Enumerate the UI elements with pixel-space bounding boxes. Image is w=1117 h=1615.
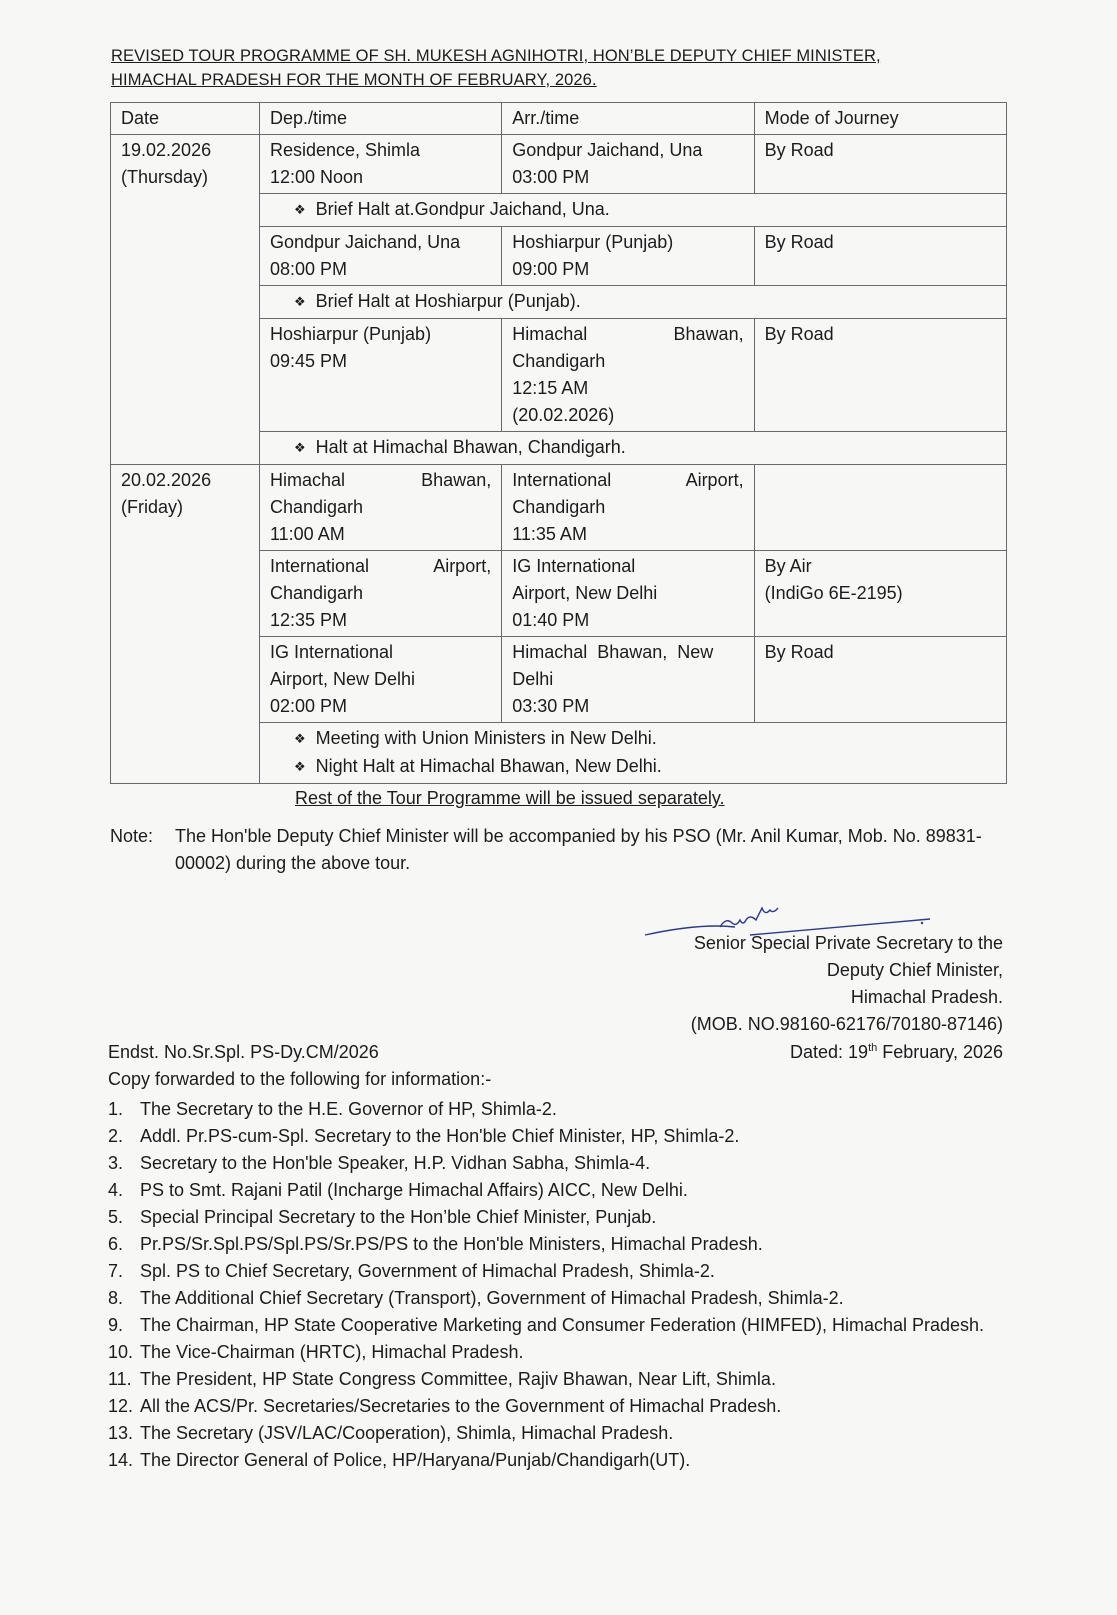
list-item <box>108 1150 1006 1177</box>
item-text: The Secretary to the H.E. Governor of HP, Shimla-2. <box>140 1099 557 1119</box>
arrival-word: International <box>512 470 612 490</box>
list-item <box>108 1447 1006 1474</box>
departure-cell <box>259 465 501 551</box>
halt-cell <box>259 194 1006 227</box>
arrival-place-line <box>512 321 743 348</box>
departure-place-line <box>270 553 491 580</box>
arrival-cell <box>502 135 754 194</box>
item-text: Addl. Pr.PS-cum-Spl. Secretary to the Hon'ble Chief Minister, HP, Shimla-2. <box>140 1126 740 1146</box>
departure-place-line <box>270 467 491 494</box>
departure-word: Himachal <box>269 470 346 490</box>
arrival-word: Airport, <box>685 470 744 490</box>
arrival-place: Airport, New Delhi <box>512 583 658 603</box>
diamond-dots-bullet-icon: ❖ <box>293 731 306 746</box>
item-number: 14. <box>108 1450 134 1470</box>
mode: By Road <box>764 642 834 662</box>
date-superscript: th <box>868 1042 878 1054</box>
list-item <box>108 1420 1006 1447</box>
item-text: Secretary to the Hon'ble Speaker, H.P. Vidhan Sabha, Shimla-4. <box>140 1153 651 1173</box>
arrival-time: 11:35 AM <box>512 524 587 544</box>
diamond-dots-bullet-icon: ❖ <box>293 294 306 309</box>
header-arrival: Arr./time <box>502 103 754 135</box>
weekday: (Thursday) <box>121 167 209 187</box>
item-text: Spl. PS to Chief Secretary, Government of Himachal Pradesh, Shimla-2. <box>140 1261 715 1281</box>
item-text: PS to Smt. Rajani Patil (Incharge Himachal Affairs) AICC, New Delhi. <box>140 1180 688 1200</box>
mode: By Road <box>764 324 834 344</box>
list-item <box>108 1096 1006 1123</box>
list-item <box>108 1285 1006 1312</box>
item-number: 2. <box>108 1126 124 1146</box>
mode-cell <box>754 465 1006 551</box>
item-text: All the ACS/Pr. Secretaries/Secretaries to the Government of Himachal Pradesh. <box>140 1396 782 1416</box>
arrival-date: (20.02.2026) <box>512 405 615 425</box>
arrival-cell <box>502 637 754 723</box>
copy-forwarded-heading: Copy forwarded to the following for information:- <box>108 1069 492 1089</box>
item-number: 4. <box>108 1180 124 1200</box>
halt-cell <box>259 432 1006 465</box>
arrival-place: Delhi <box>512 669 554 689</box>
departure-cell <box>259 319 501 432</box>
item-number: 13. <box>108 1423 134 1443</box>
mode: By Air <box>764 556 812 576</box>
departure-time: 09:45 PM <box>269 351 348 371</box>
arrival-place: Chandigarh <box>512 497 606 517</box>
date: 20.02.2026 <box>121 470 212 490</box>
halt-text: Halt at Himachal Bhawan, Chandigarh. <box>315 437 626 457</box>
item-number: 3. <box>108 1153 124 1173</box>
departure-time: 12:00 Noon <box>269 167 364 187</box>
departure-time: 12:35 PM <box>269 610 348 630</box>
item-number: 7. <box>108 1261 124 1281</box>
signatory-line: Himachal Pradesh. <box>850 987 1003 1007</box>
signatory-phone: (MOB. NO.98160-62176/70180-87146) <box>690 1014 1003 1034</box>
item-number: 6. <box>108 1234 124 1254</box>
arrival-place: Hoshiarpur (Punjab) <box>512 232 674 252</box>
endorsement-number: Endst. No.Sr.Spl. PS-Dy.CM/2026 <box>108 1042 379 1062</box>
departure-place: Gondpur Jaichand, Una <box>269 232 461 252</box>
departure-cell <box>259 135 501 194</box>
rest-of-programme-note: Rest of the Tour Programme will be issued separately. <box>295 788 725 808</box>
item-text: Special Principal Secretary to the Hon’ble Chief Minister, Punjab. <box>140 1207 657 1227</box>
item-number: 5. <box>108 1207 124 1227</box>
arrival-place-line <box>512 467 743 494</box>
arrival-time: 01:40 PM <box>512 610 590 630</box>
item-number: 10. <box>108 1342 134 1362</box>
date: 19.02.2026 <box>121 140 212 160</box>
list-item <box>108 1123 1006 1150</box>
arrival-cell <box>502 227 754 286</box>
arrival-cell <box>502 465 754 551</box>
title-line-2: HIMACHAL PRADESH FOR THE MONTH OF FEBRUARY, 2026. <box>111 71 597 89</box>
item-number: 12. <box>108 1396 134 1416</box>
item-text: The Chairman, HP State Cooperative Marketing and Consumer Federation (HIMFED), Himachal Pradesh. <box>140 1315 985 1335</box>
list-item <box>108 1231 1006 1258</box>
arrival-cell <box>502 551 754 637</box>
departure-place: IG International <box>269 642 394 662</box>
halt-text: Night Halt at Himachal Bhawan, New Delhi. <box>315 756 662 776</box>
title-line-1: REVISED TOUR PROGRAMME OF SH. MUKESH AGNIHOTRI, HON’BLE DEPUTY CHIEF MINISTER, <box>111 47 881 65</box>
diamond-dots-bullet-icon: ❖ <box>293 202 306 217</box>
departure-place: Airport, New Delhi <box>269 669 416 689</box>
item-text: The Secretary (JSV/LAC/Cooperation), Shimla, Himachal Pradesh. <box>140 1423 674 1443</box>
item-text: The Additional Chief Secretary (Transport), Government of Himachal Pradesh, Shimla-2. <box>140 1288 844 1308</box>
signatory-block <box>691 930 1003 1038</box>
endorsement-date <box>790 1042 1003 1063</box>
item-number: 9. <box>108 1315 124 1335</box>
arrival-time: 03:00 PM <box>512 167 590 187</box>
list-item <box>108 1366 1006 1393</box>
list-item <box>108 1177 1006 1204</box>
note-text: The Hon'ble Deputy Chief Minister will be accompanied by his PSO (Mr. Anil Kumar, Mob. No. 89831-00002) during the above tour. <box>175 826 982 873</box>
signatory-line: Deputy Chief Minister, <box>826 960 1003 980</box>
mode: By Road <box>764 232 834 252</box>
halt-text: Brief Halt at Hoshiarpur (Punjab). <box>315 291 581 311</box>
mode-cell <box>754 551 1006 637</box>
arrival-place: Chandigarh <box>512 351 606 371</box>
flight-number: (IndiGo 6E-2195) <box>764 583 903 603</box>
arrival-time: 12:15 AM <box>512 378 589 398</box>
arrival-time: 03:30 PM <box>512 696 590 716</box>
halt-text: Brief Halt at.Gondpur Jaichand, Una. <box>315 199 610 219</box>
departure-word: International <box>269 556 370 576</box>
table-row <box>111 465 1007 551</box>
document-title <box>111 44 1011 92</box>
arrival-word: Himachal <box>512 324 588 344</box>
note-label: Note: <box>110 826 154 846</box>
halt-cell <box>259 286 1006 319</box>
arrival-time: 09:00 PM <box>512 259 590 279</box>
header-departure: Dep./time <box>259 103 501 135</box>
departure-time: 02:00 PM <box>269 696 348 716</box>
mode: By Road <box>764 140 834 160</box>
departure-place: Residence, Shimla <box>269 140 421 160</box>
arrival-place: IG International <box>512 556 636 576</box>
list-item <box>108 1339 1006 1366</box>
departure-time: 11:00 AM <box>269 524 345 544</box>
date-cell-day1 <box>111 135 260 465</box>
halt-text: Meeting with Union Ministers in New Delhi. <box>315 728 657 748</box>
date-cell-day2 <box>111 465 260 784</box>
weekday: (Friday) <box>121 497 183 517</box>
note <box>110 823 1010 877</box>
arrival-word: Bhawan, <box>673 324 744 344</box>
signatory-line: Senior Special Private Secretary to the <box>693 933 1003 953</box>
header-mode: Mode of Journey <box>754 103 1006 135</box>
item-text: Pr.PS/Sr.Spl.PS/Spl.PS/Sr.PS/PS to the Hon'ble Ministers, Himachal Pradesh. <box>140 1234 763 1254</box>
list-item <box>108 1393 1006 1420</box>
table-header-row <box>111 103 1007 135</box>
departure-time: 08:00 PM <box>269 259 348 279</box>
list-item <box>108 1204 1006 1231</box>
date-suffix: February, 2026 <box>877 1042 1003 1062</box>
item-text: The President, HP State Congress Committee, Rajiv Bhawan, Near Lift, Shimla. <box>140 1369 776 1389</box>
table-row <box>111 135 1007 194</box>
departure-word: Airport, <box>433 556 492 576</box>
departure-place: Chandigarh <box>269 497 364 517</box>
tour-table <box>110 102 1007 784</box>
arrival-place: Himachal Bhawan, New <box>512 642 714 662</box>
halt-cell <box>259 723 1006 784</box>
departure-cell <box>259 551 501 637</box>
distribution-list <box>108 1096 1006 1474</box>
departure-cell <box>259 227 501 286</box>
list-item <box>108 1312 1006 1339</box>
mode-cell <box>754 319 1006 432</box>
arrival-cell <box>502 319 754 432</box>
diamond-dots-bullet-icon: ❖ <box>293 440 306 455</box>
diamond-dots-bullet-icon: ❖ <box>293 759 306 774</box>
item-number: 1. <box>108 1099 124 1119</box>
mode-cell <box>754 135 1006 194</box>
departure-cell <box>259 637 501 723</box>
item-text: The Director General of Police, HP/Haryana/Punjab/Chandigarh(UT). <box>140 1450 691 1470</box>
item-number: 11. <box>108 1369 132 1389</box>
mode-cell <box>754 227 1006 286</box>
departure-place: Hoshiarpur (Punjab) <box>269 324 432 344</box>
list-item <box>108 1258 1006 1285</box>
mode-cell <box>754 637 1006 723</box>
item-number: 8. <box>108 1288 124 1308</box>
item-text: The Vice-Chairman (HRTC), Himachal Pradesh. <box>140 1342 524 1362</box>
arrival-place: Gondpur Jaichand, Una <box>512 140 703 160</box>
date-prefix: Dated: 19 <box>790 1042 869 1062</box>
departure-place: Chandigarh <box>269 583 364 603</box>
departure-word: Bhawan, <box>421 470 492 490</box>
header-date: Date <box>111 103 260 135</box>
